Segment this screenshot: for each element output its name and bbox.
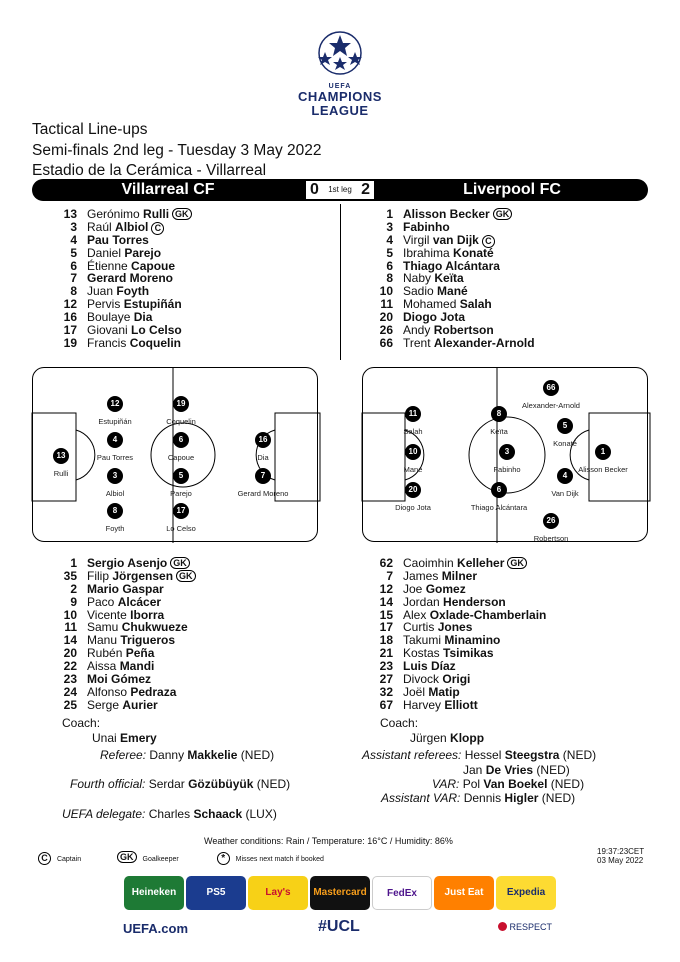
player-last-name: Tsimikas	[443, 646, 494, 661]
player-last-name: Alisson Becker	[403, 207, 490, 221]
goalkeeper-icon: GK	[170, 557, 190, 569]
player-number: 17	[379, 620, 393, 635]
player-number-dot: 13	[53, 448, 69, 464]
goalkeeper-icon: GK	[172, 208, 192, 220]
legend-goalkeeper: Goalkeeper	[142, 856, 179, 863]
player-first-name: Pervis	[87, 297, 121, 312]
pitch-player-name: Thiago Alcántara	[470, 503, 528, 512]
player-number: 18	[379, 633, 393, 648]
player-first-name: Serge	[87, 697, 120, 712]
ar-label: Assistant referees:	[362, 748, 462, 762]
home-score: 0	[310, 181, 319, 198]
sponsor-logo: Expedia	[496, 876, 556, 910]
player-number: 35	[63, 568, 77, 583]
player-number: 16	[63, 310, 77, 325]
logo-champions: CHAMPIONS	[298, 89, 382, 104]
player-last-name: Keïta	[434, 271, 464, 286]
player-number: 14	[379, 594, 393, 609]
player-number-dot: 4	[107, 432, 123, 448]
pitch-player-name: Albiol	[105, 489, 125, 498]
pitch-player-name: Parejo	[170, 489, 192, 498]
captain-icon: C	[482, 235, 495, 248]
referee	[100, 748, 274, 762]
referee-label: Referee:	[100, 748, 147, 762]
player-first-name: Samu	[87, 620, 119, 635]
player-last-name: Foyth	[116, 284, 150, 299]
goalkeeper-icon: GK	[507, 557, 527, 569]
player-last-name: Trigueros	[120, 633, 176, 648]
player-number: 4	[386, 232, 393, 247]
pitch-player-name: Salah	[403, 427, 423, 436]
player-last-name: Dia	[133, 310, 153, 325]
pitch-player	[131, 396, 231, 426]
respect-label: RESPECT	[509, 922, 553, 932]
player-first-name: Giovani	[87, 323, 128, 338]
ar2-nat: (NED)	[536, 763, 570, 777]
player-first-name: Andy	[403, 323, 431, 338]
away-team-name: Liverpool FC	[376, 179, 648, 201]
player-number: 12	[379, 581, 393, 596]
player-first-name: Sadio	[403, 284, 434, 299]
fourth-last: Gözübüyük	[188, 777, 254, 791]
player-row	[55, 699, 325, 712]
home-pitch	[32, 367, 318, 542]
logo-uefa: UEFA	[328, 83, 352, 90]
player-last-name: Matip	[428, 684, 460, 699]
player-last-name: Pau Torres	[87, 232, 149, 247]
player-last-name: Kelleher	[457, 556, 505, 570]
away-pitch	[362, 367, 648, 542]
player-last-name: Capoue	[131, 258, 176, 273]
away-coach-label: Coach:	[380, 716, 419, 730]
player-first-name: Joe	[403, 581, 423, 596]
home-coach-last: Emery	[120, 731, 157, 745]
player-first-name: Vicente	[87, 607, 127, 622]
player-number-dot: 8	[491, 406, 507, 422]
respect-icon	[498, 922, 507, 931]
player-number: 66	[379, 335, 393, 350]
match-venue: Estadio de la Cerámica - Villarreal	[32, 162, 267, 179]
var-nat: (NED)	[550, 777, 585, 791]
var-first: Pol	[462, 777, 481, 791]
player-first-name: Gerónimo	[87, 207, 140, 221]
player-number: 10	[379, 284, 393, 299]
player-number: 11	[380, 297, 393, 312]
page-title: Tactical Line-ups	[32, 121, 148, 138]
player-last-name: Diogo Jota	[403, 310, 465, 325]
player-row	[371, 337, 651, 350]
player-number: 5	[386, 245, 393, 260]
pitch-player-name: Mané	[403, 465, 423, 474]
player-number: 32	[379, 684, 393, 699]
pitch-player-name: Foyth	[105, 524, 125, 533]
fourth-official	[70, 777, 290, 791]
player-last-name: Mandi	[119, 659, 155, 674]
player-number: 3	[386, 219, 393, 234]
score-box	[304, 179, 376, 201]
away-coach-last: Klopp	[450, 731, 485, 745]
player-number-dot: 17	[173, 503, 189, 519]
fourth-first: Serdar	[148, 777, 185, 791]
player-number: 2	[70, 581, 77, 596]
player-number: 11	[64, 620, 77, 635]
home-team-name: Villarreal CF	[32, 179, 304, 201]
player-name	[87, 337, 181, 350]
delegate-label: UEFA delegate:	[62, 807, 146, 821]
player-number: 20	[379, 310, 393, 325]
home-coach	[92, 731, 157, 745]
player-last-name: Gerard Moreno	[87, 271, 174, 286]
pitch-player	[363, 406, 463, 436]
divider	[340, 204, 341, 360]
player-first-name: Curtis	[403, 620, 435, 635]
pitch-player-name: Keïta	[490, 427, 508, 436]
player-last-name: Fabinho	[403, 219, 450, 234]
sponsor-logo: Just Eat Takeaway	[434, 876, 494, 910]
player-last-name: Pedraza	[130, 684, 177, 699]
player-first-name: Daniel	[87, 245, 122, 260]
pitch-player-name: Coquelin	[166, 417, 196, 426]
player-number: 14	[63, 633, 77, 648]
ar1-last: Steegstra	[504, 748, 560, 762]
player-number: 4	[70, 232, 77, 247]
player-first-name: Paco	[87, 594, 115, 609]
pitch-player-name: Estupiñán	[98, 417, 132, 426]
player-first-name: Étienne	[87, 258, 128, 273]
player-number: 21	[379, 646, 393, 661]
referee-last: Makkelie	[187, 748, 238, 762]
delegate-first: Charles	[148, 807, 191, 821]
player-number: 1	[386, 207, 393, 221]
player-row	[55, 337, 325, 350]
timestamp	[597, 847, 644, 865]
player-last-name: Peña	[125, 646, 155, 661]
player-number-dot: 4	[557, 468, 573, 484]
sponsor-logo: Heineken	[124, 876, 184, 910]
player-first-name: Harvey	[403, 697, 442, 712]
player-number: 9	[70, 594, 77, 609]
player-number-dot: 3	[107, 468, 123, 484]
player-number: 12	[63, 297, 77, 312]
pitch-player	[449, 482, 549, 512]
player-number: 6	[386, 258, 393, 273]
player-number-dot: 1	[595, 444, 611, 460]
sponsor-logo: Mastercard	[310, 876, 370, 910]
player-number: 23	[379, 659, 393, 674]
legend	[38, 851, 324, 865]
player-first-name: Takumi	[403, 633, 442, 648]
player-first-name: Alex	[403, 607, 427, 622]
weather: Weather conditions: Rain / Temperature: 16°C / Humidity: 86%	[204, 836, 453, 846]
timestamp-time: 19:37:23CET	[597, 847, 645, 856]
player-number-dot: 8	[107, 503, 123, 519]
player-last-name: Estupiñán	[123, 297, 182, 312]
player-first-name: Manu	[87, 633, 118, 648]
delegate-nat: (LUX)	[245, 807, 277, 821]
player-last-name: Alcácer	[117, 594, 162, 609]
player-number-dot: 6	[491, 482, 507, 498]
player-row	[371, 699, 651, 712]
player-last-name: Rulli	[143, 207, 170, 221]
away-starters-list	[371, 208, 651, 350]
avar-first: Dennis	[463, 791, 502, 805]
sponsor-logo: PS5	[186, 876, 246, 910]
uefa-site[interactable]: UEFA.com	[123, 921, 189, 936]
goalkeeper-icon: GK	[493, 208, 513, 220]
player-number: 15	[379, 607, 393, 622]
player-number-dot: 16	[255, 432, 271, 448]
pitch-player	[363, 482, 463, 512]
ucl-logo	[290, 30, 390, 118]
away-score: 2	[361, 181, 370, 198]
home-subs-list	[55, 557, 325, 712]
player-first-name: Aissa	[87, 659, 117, 674]
pitch-player-name: Alisson Becker	[578, 465, 628, 474]
player-last-name: Salah	[459, 297, 492, 312]
goalkeeper-icon: GK	[176, 570, 196, 582]
player-number: 10	[63, 607, 77, 622]
player-last-name: Gomez	[425, 581, 466, 596]
home-coach-first: Unai	[92, 731, 117, 745]
player-first-name: Boulaye	[87, 310, 131, 325]
player-last-name: van Dijk	[432, 232, 479, 247]
player-first-name: Virgil	[403, 232, 430, 247]
avar-last: Higler	[504, 791, 539, 805]
player-first-name: Rubén	[87, 646, 123, 661]
ar1-nat: (NED)	[562, 748, 597, 762]
sponsor-logo: Lay's	[248, 876, 308, 910]
player-first-name: Ibrahima	[403, 245, 450, 260]
player-number: 5	[70, 245, 77, 260]
fourth-label: Fourth official:	[70, 777, 146, 791]
away-coach-first: Jürgen	[410, 731, 447, 745]
player-number-dot: 5	[173, 468, 189, 484]
logo-league: LEAGUE	[311, 103, 369, 118]
player-last-name: Albiol	[115, 219, 149, 234]
player-first-name: Kostas	[403, 646, 440, 661]
player-name	[87, 699, 158, 712]
player-last-name: Thiago Alcántara	[403, 258, 500, 273]
pitch-player-name: Dia	[257, 453, 269, 462]
player-last-name: Iborra	[130, 607, 165, 622]
player-number: 8	[386, 271, 393, 286]
player-last-name: Chukwueze	[121, 620, 188, 635]
player-number: 24	[63, 684, 77, 699]
var-label: VAR:	[432, 777, 460, 791]
player-number-dot: 19	[173, 396, 189, 412]
player-number-dot: 10	[405, 444, 421, 460]
player-number: 20	[63, 646, 77, 661]
player-number-dot: 3	[499, 444, 515, 460]
player-last-name: Alexander-Arnold	[433, 335, 535, 350]
player-number: 13	[63, 207, 77, 221]
pitch-player	[363, 444, 463, 474]
player-last-name: Luis Díaz	[403, 659, 456, 674]
legend-captain: Captain	[56, 856, 82, 863]
player-number: 27	[379, 672, 393, 687]
player-last-name: Moi Gómez	[87, 672, 152, 687]
player-number: 22	[63, 659, 77, 674]
avar-nat: (NED)	[541, 791, 576, 805]
pitch-player-name: Lo Celso	[166, 524, 196, 533]
starball-icon	[317, 30, 363, 76]
player-first-name: Caoimhin	[403, 556, 454, 570]
pitch-player-name: Alexander-Arnold	[522, 401, 580, 410]
player-last-name: Mané	[437, 284, 468, 299]
player-last-name: Lo Celso	[131, 323, 182, 338]
player-last-name: Konaté	[453, 245, 494, 260]
player-last-name: Sergio Asenjo	[87, 556, 168, 570]
player-number: 7	[70, 271, 77, 286]
referee-first: Danny	[149, 748, 185, 762]
captain-icon: C	[151, 222, 164, 235]
player-last-name: Parejo	[124, 245, 162, 260]
pitch-player	[213, 468, 313, 498]
player-number-dot: 20	[405, 482, 421, 498]
player-first-name: Francis	[87, 335, 127, 350]
player-first-name: Raúl	[87, 219, 112, 234]
player-number: 8	[70, 284, 77, 299]
player-last-name: Elliott	[444, 697, 478, 712]
player-number-dot: 11	[405, 406, 421, 422]
pitch-player-name: Rulli	[53, 469, 69, 478]
pitch-player-name: Capoue	[167, 453, 195, 462]
player-first-name: Mohamed	[403, 297, 457, 312]
assistant-referee-2	[463, 763, 570, 777]
player-last-name: Henderson	[443, 594, 506, 609]
player-number: 19	[63, 335, 77, 350]
booked-icon: *	[217, 852, 230, 865]
respect-logo	[498, 922, 552, 932]
ar2-first: Jan	[463, 763, 483, 777]
player-last-name: Jones	[437, 620, 473, 635]
pitch-player-name: Diogo Jota	[395, 503, 431, 512]
player-number: 6	[70, 258, 77, 273]
pitch-player-name: Robertson	[533, 534, 569, 543]
captain-icon: C	[38, 852, 51, 865]
referee-nat: (NED)	[240, 748, 275, 762]
pitch-player	[501, 513, 601, 543]
player-number: 1	[70, 556, 77, 570]
pitch-player	[213, 432, 313, 462]
leg-label: 1st leg	[328, 185, 352, 194]
var-last: Van Boekel	[483, 777, 548, 791]
player-name	[403, 337, 535, 350]
timestamp-date: 03 May 2022	[597, 856, 644, 865]
player-last-name: Oxlade-Chamberlain	[429, 607, 547, 622]
uefa-delegate	[62, 807, 277, 821]
player-last-name: Origi	[442, 672, 471, 687]
player-first-name: Divock	[403, 672, 440, 687]
assistant-var	[381, 791, 575, 805]
fourth-nat: (NED)	[256, 777, 291, 791]
var-official	[432, 777, 584, 791]
player-last-name: Coquelin	[129, 335, 182, 350]
pitch-player-name: Fabinho	[493, 465, 521, 474]
pitch-player-name: Van Dijk	[551, 489, 579, 498]
pitch-player	[131, 503, 231, 533]
player-first-name: Juan	[87, 284, 114, 299]
player-number: 23	[63, 672, 77, 687]
player-number: 25	[63, 697, 77, 712]
player-first-name: Joël	[403, 684, 426, 699]
ar1-first: Hessel	[464, 748, 502, 762]
player-last-name: Jörgensen	[112, 568, 174, 583]
player-number-dot: 12	[107, 396, 123, 412]
home-coach-label: Coach:	[62, 716, 101, 730]
player-name	[403, 699, 478, 712]
ucl-hashtag: #UCL	[318, 918, 360, 935]
sponsor-logo: FedEx	[372, 876, 432, 910]
goalkeeper-icon: GK	[117, 851, 137, 863]
player-number-dot: 5	[557, 418, 573, 434]
pitch-player-name: Konaté	[553, 439, 577, 448]
player-first-name: James	[403, 568, 439, 583]
pitch-player-name: Pau Torres	[96, 453, 134, 462]
away-coach	[410, 731, 484, 745]
player-last-name: Milner	[441, 568, 478, 583]
legend-booked: Misses next match if booked	[235, 856, 324, 863]
player-first-name: Filip	[87, 568, 110, 583]
player-number: 7	[386, 568, 393, 583]
player-number: 62	[379, 556, 393, 570]
home-starters-list	[55, 208, 325, 350]
player-last-name: Robertson	[433, 323, 494, 338]
player-first-name: Trent	[403, 335, 431, 350]
player-number-dot: 26	[543, 513, 559, 529]
player-number: 17	[63, 323, 77, 338]
delegate-last: Schaack	[193, 807, 243, 821]
assistant-referee-1	[362, 748, 596, 762]
away-subs-list	[371, 557, 651, 712]
player-last-name: Aurier	[122, 697, 158, 712]
player-last-name: Minamino	[444, 633, 501, 648]
player-number: 3	[70, 219, 77, 234]
match-round: Semi-finals 2nd leg - Tuesday 3 May 2022	[32, 142, 322, 159]
player-last-name: Mario Gaspar	[87, 581, 164, 596]
player-number-dot: 66	[543, 380, 559, 396]
avar-label: Assistant VAR:	[381, 791, 461, 805]
ar2-last: De Vries	[485, 763, 534, 777]
player-first-name: Jordan	[403, 594, 440, 609]
player-first-name: Alfonso	[87, 684, 128, 699]
pitch-player-name: Gerard Moreno	[237, 489, 289, 498]
player-number: 26	[379, 323, 393, 338]
player-number: 67	[379, 697, 393, 712]
player-number-dot: 6	[173, 432, 189, 448]
player-first-name: Naby	[403, 271, 432, 286]
player-number-dot: 7	[255, 468, 271, 484]
